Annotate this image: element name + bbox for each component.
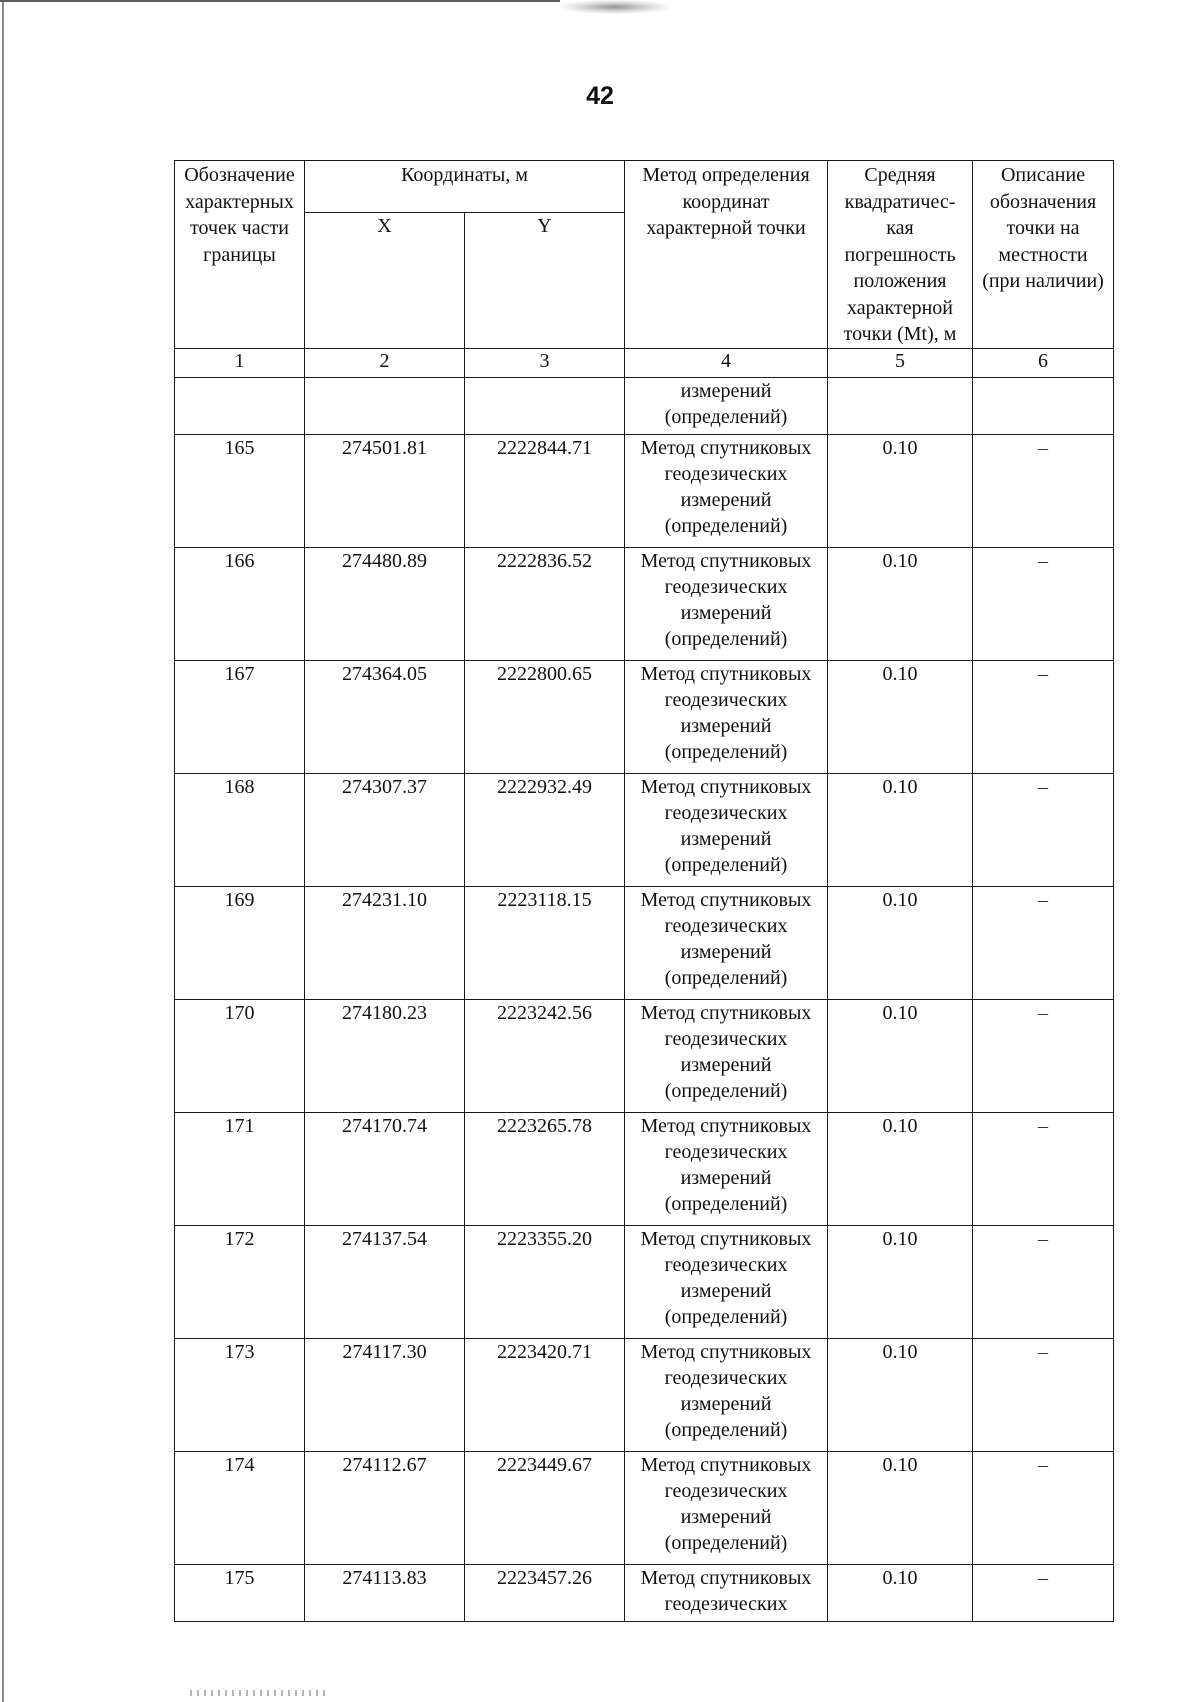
cell-x: 274170.74 [305,1112,465,1225]
method-line: Метод спутниковых [640,888,812,911]
cell-description: – [973,1112,1114,1225]
method-line: (определений) [664,1192,788,1215]
method-line: измерений [680,1166,772,1189]
method-line: геодезических [664,1366,788,1389]
cell-point-number: 175 [175,1564,305,1621]
method-line: измерений [680,1505,772,1528]
method-line: (определений) [664,1079,788,1102]
table-row [175,999,1114,1112]
table-row [175,886,1114,999]
header-x: X [305,213,465,348]
method-line: геодезических [664,688,788,711]
method-line: измерений [680,601,772,624]
method-line: Метод спутниковых [640,662,812,685]
method-line: (определений) [664,853,788,876]
cell-description: – [973,1564,1114,1621]
cell-x: 274231.10 [305,886,465,999]
cell-x: 274307.37 [305,773,465,886]
cell-point-number: 171 [175,1112,305,1225]
cell-description: – [973,886,1114,999]
method-line: геодезических [664,801,788,824]
method-line: Метод спутниковых [640,1227,812,1250]
method-line: Метод спутниковых [640,1453,812,1476]
method-line: геодезических [664,1027,788,1050]
method-line: измерений [680,1053,772,1076]
cell-error: 0.10 [828,999,973,1112]
method-line: (определений) [664,627,788,650]
table-row [175,1338,1114,1451]
method-line: геодезических [664,462,788,485]
cell-error: 0.10 [828,773,973,886]
cell-description: – [973,1225,1114,1338]
scan-top-edge [0,0,560,2]
header-point-designation [175,161,305,349]
cell-error: 0.10 [828,886,973,999]
cell-error: 0.10 [828,1564,973,1621]
column-number: 5 [828,348,973,377]
method-line: (определений) [664,966,788,989]
header-method: Метод определения координат характерной точки [625,161,828,349]
cell-y: 2222800.65 [465,660,625,773]
header-description: Описание обозначения точки на местности (при наличии) [973,161,1114,349]
cell-method [625,1451,828,1564]
table-row [175,547,1114,660]
method-line: геодезических [664,1140,788,1163]
cell-point-number: 173 [175,1338,305,1451]
cell-method [625,773,828,886]
header-y: Y [465,213,625,348]
method-line: геодезических [664,1253,788,1276]
cell-y: 2223242.56 [465,999,625,1112]
cell-method [625,1112,828,1225]
cell-point-number: 166 [175,547,305,660]
cell-empty [305,377,465,434]
cell-point-number: 167 [175,660,305,773]
cell-description: – [973,999,1114,1112]
method-line: Метод спутниковых [640,549,812,572]
method-line: (определений) [664,1418,788,1441]
method-line: измерений [680,1392,772,1415]
cell-description: – [973,434,1114,547]
cell-point-number: 168 [175,773,305,886]
cell-x: 274180.23 [305,999,465,1112]
cell-description: – [973,1338,1114,1451]
cell-empty [175,377,305,434]
cell-empty [828,377,973,434]
column-number: 6 [973,348,1114,377]
method-line: геодезических [664,1479,788,1502]
method-line: (определений) [664,514,788,537]
cell-y: 2222836.52 [465,547,625,660]
table-row [175,773,1114,886]
method-line: Метод спутниковых [640,1114,812,1137]
method-line: геодезических [664,575,788,598]
method-line: Метод спутниковых [640,1566,812,1589]
cell-point-number: 174 [175,1451,305,1564]
method-line: Метод спутниковых [640,775,812,798]
method-line: (определений) [664,1531,788,1554]
cell-method [625,434,828,547]
cell-point-number: 169 [175,886,305,999]
cell-y: 2222932.49 [465,773,625,886]
method-line: измерений [680,940,772,963]
cell-x: 274501.81 [305,434,465,547]
cell-point-number: 165 [175,434,305,547]
cell-error: 0.10 [828,1338,973,1451]
cell-method [625,999,828,1112]
cell-y: 2223118.15 [465,886,625,999]
cell-x: 274480.89 [305,547,465,660]
cell-method [625,1225,828,1338]
cell-error: 0.10 [828,1112,973,1225]
method-line: измерений [680,1279,772,1302]
header-point-designation-text: Обозначение характерных точек части границы [184,164,295,266]
column-number: 1 [175,348,305,377]
table-row [175,1225,1114,1338]
cell-method [625,547,828,660]
table-row [175,1451,1114,1564]
cell-x: 274113.83 [305,1564,465,1621]
cell-empty [465,377,625,434]
cell-x: 274364.05 [305,660,465,773]
cell-description: – [973,547,1114,660]
method-line: Метод спутниковых [640,1340,812,1363]
method-line: Метод спутниковых [640,1001,812,1024]
cell-x: 274117.30 [305,1338,465,1451]
method-line: (определений) [664,1305,788,1328]
cell-description: – [973,773,1114,886]
method-line: измерений [680,714,772,737]
scan-left-edge [2,0,4,1702]
header-row [175,161,1114,213]
cell-empty [973,377,1114,434]
method-line: измерений [680,827,772,850]
column-number: 3 [465,348,625,377]
cell-error: 0.10 [828,660,973,773]
cell-error: 0.10 [828,434,973,547]
method-line: Метод спутниковых [640,436,812,459]
scan-specks [190,1690,330,1696]
cell-method [625,1338,828,1451]
coordinates-table [174,160,1114,1622]
cell-point-number: 170 [175,999,305,1112]
cell-description: – [973,660,1114,773]
table-row [175,1564,1114,1621]
column-number: 2 [305,348,465,377]
continuation-row [175,377,1114,434]
cell-x: 274137.54 [305,1225,465,1338]
cell-x: 274112.67 [305,1451,465,1564]
scan-smudge [560,0,670,14]
cell-description: – [973,1451,1114,1564]
cell-y: 2223457.26 [465,1564,625,1621]
table-row [175,1112,1114,1225]
method-line: геодезических [664,914,788,937]
method-line: (определений) [664,740,788,763]
column-number: 4 [625,348,828,377]
header-coordinates: Координаты, м [305,161,625,213]
method-line: геодезических [664,1592,788,1615]
cell-y: 2223355.20 [465,1225,625,1338]
page-number: 42 [586,82,614,110]
column-number-row [175,348,1114,377]
table-row [175,434,1114,547]
cell-point-number: 172 [175,1225,305,1338]
cell-error: 0.10 [828,1225,973,1338]
header-error: Средняя квадратичес- кая погрешность положения характерной точки (Mt), м [828,161,973,349]
cell-method [625,1564,828,1621]
method-line: измерений [680,488,772,511]
cell-error: 0.10 [828,1451,973,1564]
cell-y: 2222844.71 [465,434,625,547]
cell-y: 2223420.71 [465,1338,625,1451]
cell-error: 0.10 [828,547,973,660]
cell-y: 2223265.78 [465,1112,625,1225]
cell-method [625,886,828,999]
table-row [175,660,1114,773]
cell-method [625,660,828,773]
cell-method-fragment: измерений (определений) [625,377,828,434]
cell-y: 2223449.67 [465,1451,625,1564]
